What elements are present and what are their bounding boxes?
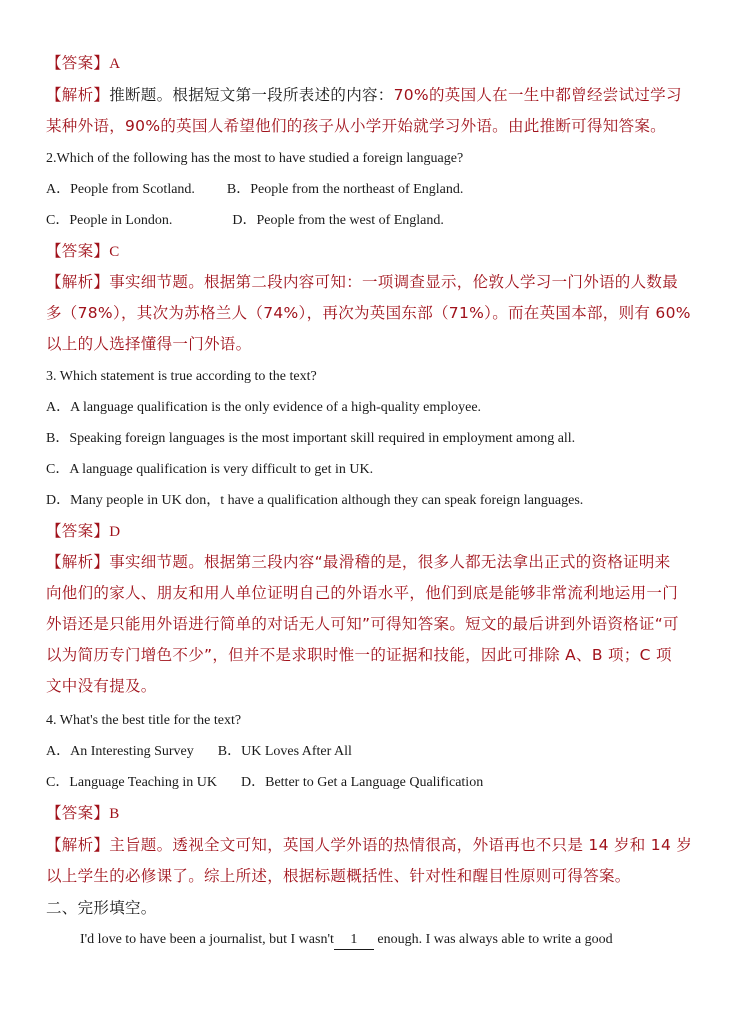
analysis-text: 事实细节题。根据第二段内容可知：一项调查显示，伦敦人学习一门外语的人数最 bbox=[109, 273, 679, 291]
analysis-text: 某种外语， bbox=[46, 117, 126, 135]
q2-analysis bbox=[46, 267, 696, 360]
answer-value: C bbox=[109, 244, 120, 260]
analysis-line: 外语还是只能用外语进行简单的对话无人可知”可得知答案。短文的最后讲到外语资格证“可 bbox=[46, 615, 679, 633]
q1-answer bbox=[46, 48, 696, 80]
q4-answer bbox=[46, 798, 696, 830]
answer-tag: 【答案】 bbox=[46, 522, 110, 540]
option-c: C．A language qualification is very difficult to get in UK. bbox=[46, 462, 374, 477]
answer-tag: 【答案】 bbox=[46, 804, 110, 822]
option-a: A．A language qualification is the only evidence of a high-quality employee. bbox=[46, 400, 482, 415]
section-title: 二、完形填空。 bbox=[46, 899, 157, 917]
option-c: C．People in London. bbox=[46, 213, 173, 228]
option-b: B．UK Loves After All bbox=[217, 744, 352, 759]
cloze-line bbox=[46, 924, 696, 955]
analysis-highlight: 70% bbox=[393, 86, 429, 104]
answer-tag: 【答案】 bbox=[46, 54, 110, 72]
analysis-text: 事实细节题。根据第三段内容“最滑稽的是，很多人都无法拿出正式的资格证明来 bbox=[109, 553, 671, 571]
q4-question bbox=[46, 705, 696, 798]
cloze-paragraph bbox=[46, 924, 696, 955]
answer-value: A bbox=[109, 56, 121, 72]
q4-analysis bbox=[46, 830, 696, 892]
option-a: A．An Interesting Survey bbox=[46, 744, 194, 759]
option-c: C．Language Teaching in UK bbox=[46, 775, 217, 790]
analysis-line bbox=[46, 80, 696, 111]
analysis-line bbox=[46, 547, 696, 578]
option-d: D．Better to Get a Language Qualification bbox=[241, 775, 484, 790]
analysis-highlight: 90% bbox=[125, 117, 161, 135]
question-stem: 3. Which statement is true according to the text? bbox=[46, 369, 317, 384]
analysis-line: 向他们的家人、朋友和用人单位证明自己的外语水平，他们到底是能够非常流利地运用一门 bbox=[46, 584, 679, 602]
cloze-text: I'd love to have been a journalist, but I wasn't bbox=[80, 932, 334, 947]
option-b: B．Speaking foreign languages is the most important skill required in employment among all. bbox=[46, 431, 576, 446]
options-row bbox=[46, 767, 696, 798]
cloze-text: enough. I was always able to write a good bbox=[373, 932, 613, 947]
analysis-line bbox=[46, 830, 696, 861]
option-d: D．People from the west of England. bbox=[232, 213, 444, 228]
question-stem: 4. What's the best title for the text? bbox=[46, 713, 242, 728]
analysis-line: 以上的人选择懂得一门外语。 bbox=[46, 335, 252, 353]
options-row bbox=[46, 736, 696, 767]
q2-answer bbox=[46, 236, 696, 268]
q3-answer bbox=[46, 516, 696, 548]
analysis-line: 以为简历专门增色不少”，但并不是求职时惟一的证据和技能，因此可排除 A、B 项；C 项 bbox=[46, 646, 672, 664]
analysis-line: 文中没有提及。 bbox=[46, 677, 157, 695]
analysis-tag: 【解析】 bbox=[46, 836, 110, 854]
analysis-text: 主旨题。透视全文可知，英国人学外语的热情很高，外语再也不只是 14 岁和 14 岁 bbox=[109, 836, 693, 854]
analysis-text: 的英国人希望他们的孩子从小学开始就学习外语。由此推断可得知答案。 bbox=[160, 117, 666, 135]
q3-question bbox=[46, 361, 696, 516]
option-a: A．People from Scotland. bbox=[46, 182, 195, 197]
q2-question bbox=[46, 143, 696, 236]
q3-analysis bbox=[46, 547, 696, 702]
analysis-line bbox=[46, 111, 696, 142]
analysis-tag: 【解析】 bbox=[46, 86, 110, 104]
question-stem: 2.Which of the following has the most to have studied a foreign language? bbox=[46, 151, 464, 166]
answer-value: B bbox=[109, 806, 120, 822]
section-heading bbox=[46, 893, 696, 924]
analysis-tag: 【解析】 bbox=[46, 553, 110, 571]
options-row bbox=[46, 174, 696, 205]
analysis-line: 以上学生的必修课了。综上所述，根据标题概括性、针对性和醒目性原则可得答案。 bbox=[46, 867, 631, 885]
option-b: B．People from the northeast of England. bbox=[226, 182, 464, 197]
answer-tag: 【答案】 bbox=[46, 242, 110, 260]
answer-value: D bbox=[109, 524, 121, 540]
analysis-text: 推断题。根据短文第一段所表述的内容： bbox=[109, 86, 394, 104]
analysis-line bbox=[46, 267, 696, 298]
option-d: D．Many people in UK don，t have a qualification although they can speak foreign languages. bbox=[46, 493, 584, 508]
analysis-highlight: 的英国人在一生中都曾经尝试过学习 bbox=[428, 86, 682, 104]
q1-analysis bbox=[46, 80, 696, 142]
cloze-blank[interactable]: 1 bbox=[334, 931, 374, 950]
options-row bbox=[46, 205, 696, 236]
analysis-tag: 【解析】 bbox=[46, 273, 110, 291]
analysis-line: 多（78%），其次为苏格兰人（74%），再次为英国东部（71%）。而在英国本部，则有 60% bbox=[46, 304, 691, 322]
